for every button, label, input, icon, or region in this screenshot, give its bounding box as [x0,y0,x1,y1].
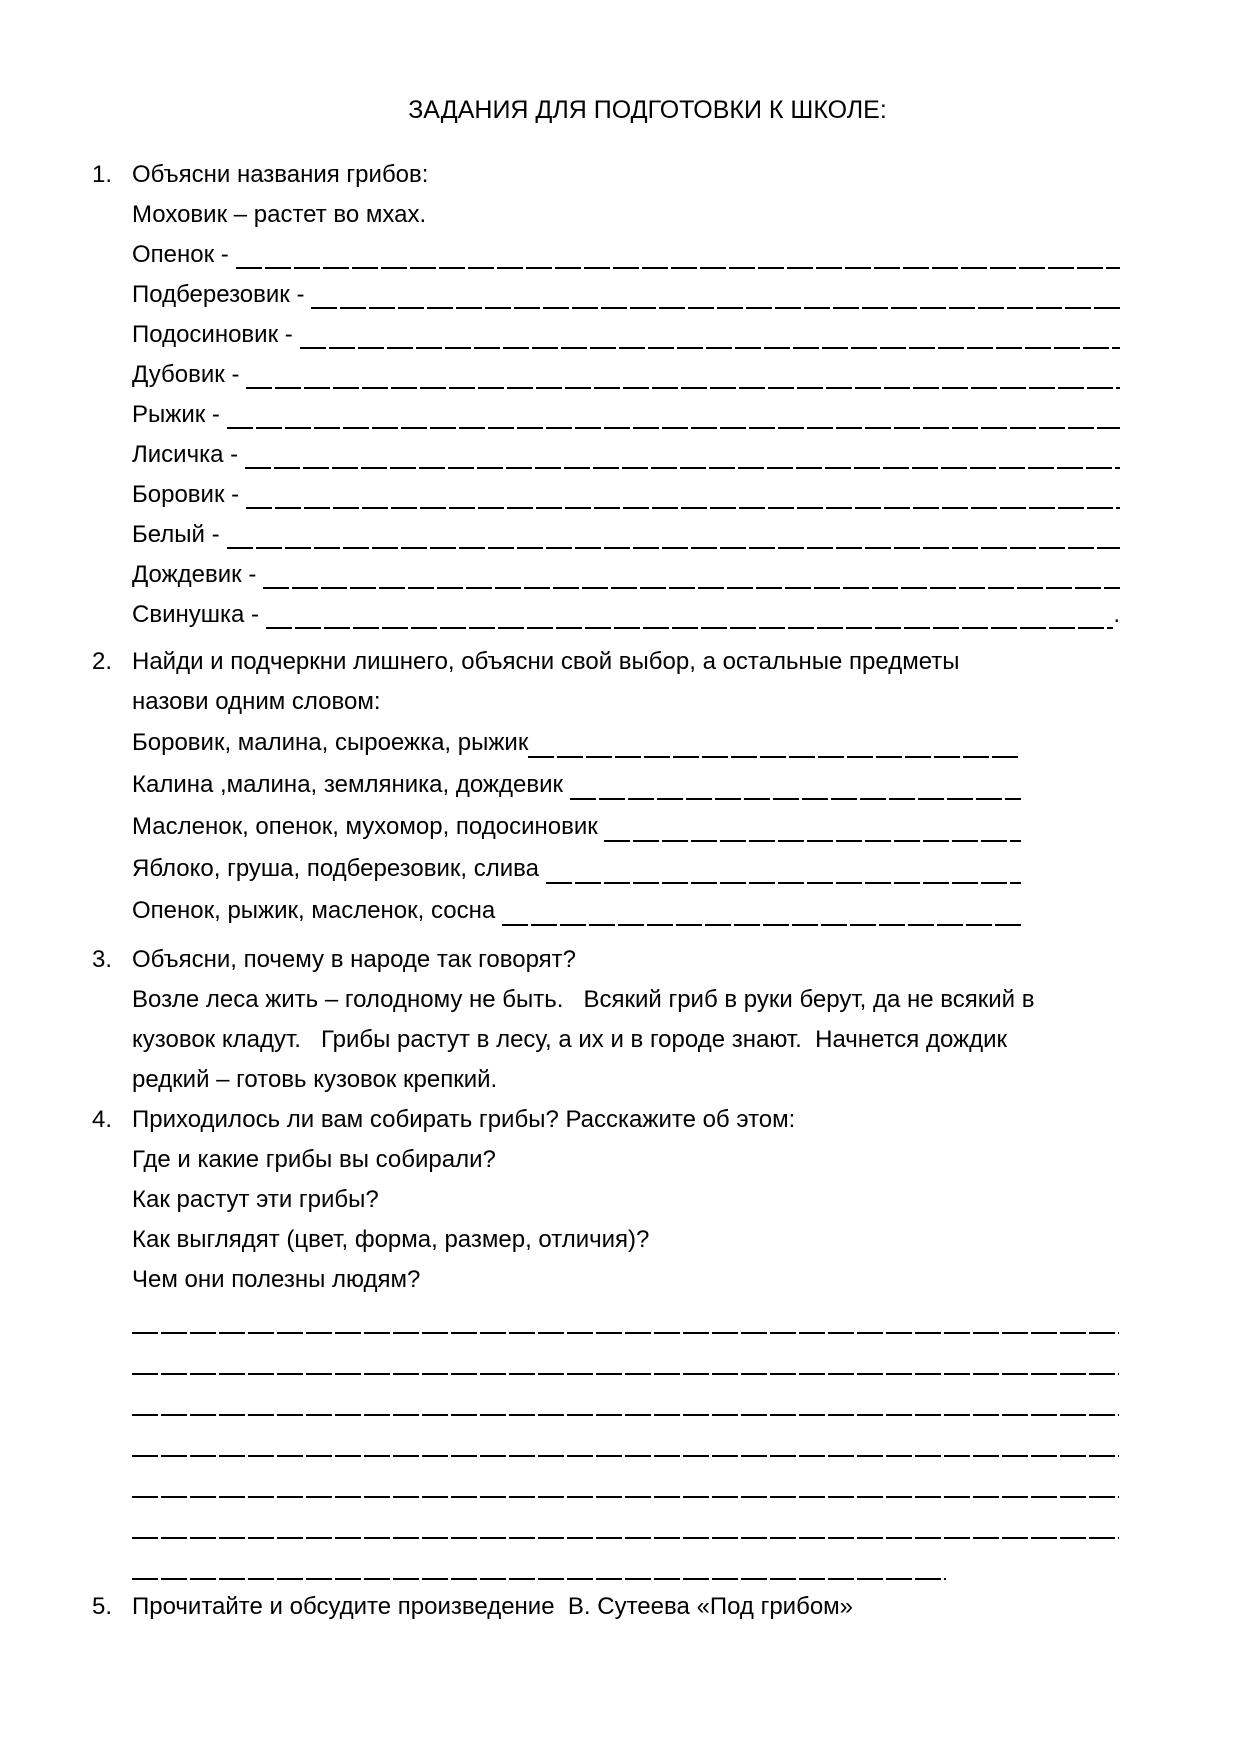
word-list: Яблоко, груша, подберезовик, слива [132,855,546,882]
fill-in-blank [300,315,1120,355]
fill-in-blank [246,355,1120,395]
answer-line [132,1382,1120,1423]
fill-in-row-ryzhik [132,395,1120,435]
task-5-body [132,1587,1120,1627]
task-1-heading: Объясни названия грибов: [132,161,429,188]
word-list: Боровик, малина, сыроежка, рыжик [132,729,529,756]
fill-in-label: Опенок - [132,241,229,268]
task-3-heading: Объясни, почему в народе так говорят? [132,946,576,973]
fill-in-row-podosinovik [132,315,1120,355]
answer-lines-area [132,1300,1120,1587]
fill-in-blank [263,555,1120,595]
fill-in-label: Дубовик - [132,361,240,388]
task-4-heading: Приходилось ли вам собирать грибы? Расскажите об этом: [132,1106,796,1133]
task-4 [0,1100,1241,1587]
task-2-heading-line1: Найди и подчеркни лишнего, объясни свой выбор, а остальные предметы [132,648,960,675]
fill-in-label: Лисичка - [132,441,239,468]
task-1-example: Моховик – растет во мхах. [132,201,427,228]
fill-in-blank [227,515,1120,555]
task-4-body [132,1100,1120,1587]
task-2 [0,642,1241,932]
answer-line [132,1464,1120,1505]
answer-blank [528,722,1021,764]
task-4-number: 4. [92,1106,113,1133]
word-list: Опенок, рыжик, масленок, сосна [132,897,502,924]
fill-in-label: Рыжик - [132,401,220,428]
odd-one-out-row-1 [132,722,1021,764]
fill-in-label: Подберезовик - [132,281,305,308]
odd-one-out-row-3 [132,806,1021,848]
fill-in-row-belyi [132,515,1120,555]
word-list: Калина ,малина, земляника, дождевик [132,771,570,798]
answer-line [132,1341,1120,1382]
answer-line [132,1423,1120,1464]
odd-one-out-row-4 [132,848,1021,890]
fill-in-row-lisichka [132,435,1120,475]
fill-in-label: Свинушка - [132,601,260,628]
answer-blank [546,848,1021,890]
fill-in-blank [227,395,1120,435]
task-1-number: 1. [92,161,113,188]
fill-in-row-openok [132,235,1120,275]
answer-blank [604,806,1021,848]
question-line: Как выглядят (цвет, форма, размер, отличия)? [132,1226,650,1253]
word-list: Масленок, опенок, мухомор, подосиновик [132,813,605,840]
fill-in-label: Подосиновик - [132,321,293,348]
task-3 [0,940,1241,1100]
fill-in-row-svinushka [132,595,1120,635]
task-2-body [132,642,1120,932]
fill-in-blank [266,595,1113,635]
fill-in-blank [236,235,1120,275]
fill-in-row-dubovik [132,355,1120,395]
page-title: ЗАДАНИЯ ДЛЯ ПОДГОТОВКИ К ШКОЛЕ: [408,96,887,124]
proverbs-text-line: Возле леса жить – голодному не быть. Всякий гриб в руки берут, да не всякий в [132,986,1035,1013]
task-5-number: 5. [92,1593,113,1620]
answer-blank [570,764,1021,806]
fill-in-label: Дождевик - [132,561,257,588]
task-3-number: 3. [92,946,113,973]
odd-one-out-row-2 [132,764,1021,806]
task-1 [0,155,1241,635]
task-3-body [132,940,1120,1100]
trailing-period: . [1113,601,1120,628]
fill-in-label: Боровик - [132,481,240,508]
task-5 [0,1587,1241,1627]
question-line: Как растут эти грибы? [132,1186,379,1213]
task-1-body [132,155,1120,635]
proverbs-text-line: редкий – готовь кузовок крепкий. [132,1066,498,1093]
task-5-heading: Прочитайте и обсудите произведение В. Сутеева «Под грибом» [132,1593,854,1620]
fill-in-row-dozhdevik [132,555,1120,595]
task-2-heading-line2: назови одним словом: [132,688,381,715]
fill-in-blank [246,475,1120,515]
answer-line [132,1300,1120,1341]
fill-in-row-borovik [132,475,1120,515]
question-line: Где и какие грибы вы собирали? [132,1146,496,1173]
answer-blank [502,890,1021,932]
fill-in-blank [245,435,1120,475]
question-list [132,1140,1120,1300]
proverbs-text-line: кузовок кладут. Грибы растут в лесу, а их и в городе знают. Начнется дождик [132,1026,1008,1053]
fill-in-label: Белый - [132,521,220,548]
odd-one-out-row-5 [132,890,1021,932]
question-line: Чем они полезны людям? [132,1266,421,1293]
fill-in-row-podberezovik [132,275,1120,315]
answer-line-short [132,1546,1120,1587]
answer-line [132,1505,1120,1546]
task-2-number: 2. [92,648,113,675]
fill-in-blank [311,275,1120,315]
